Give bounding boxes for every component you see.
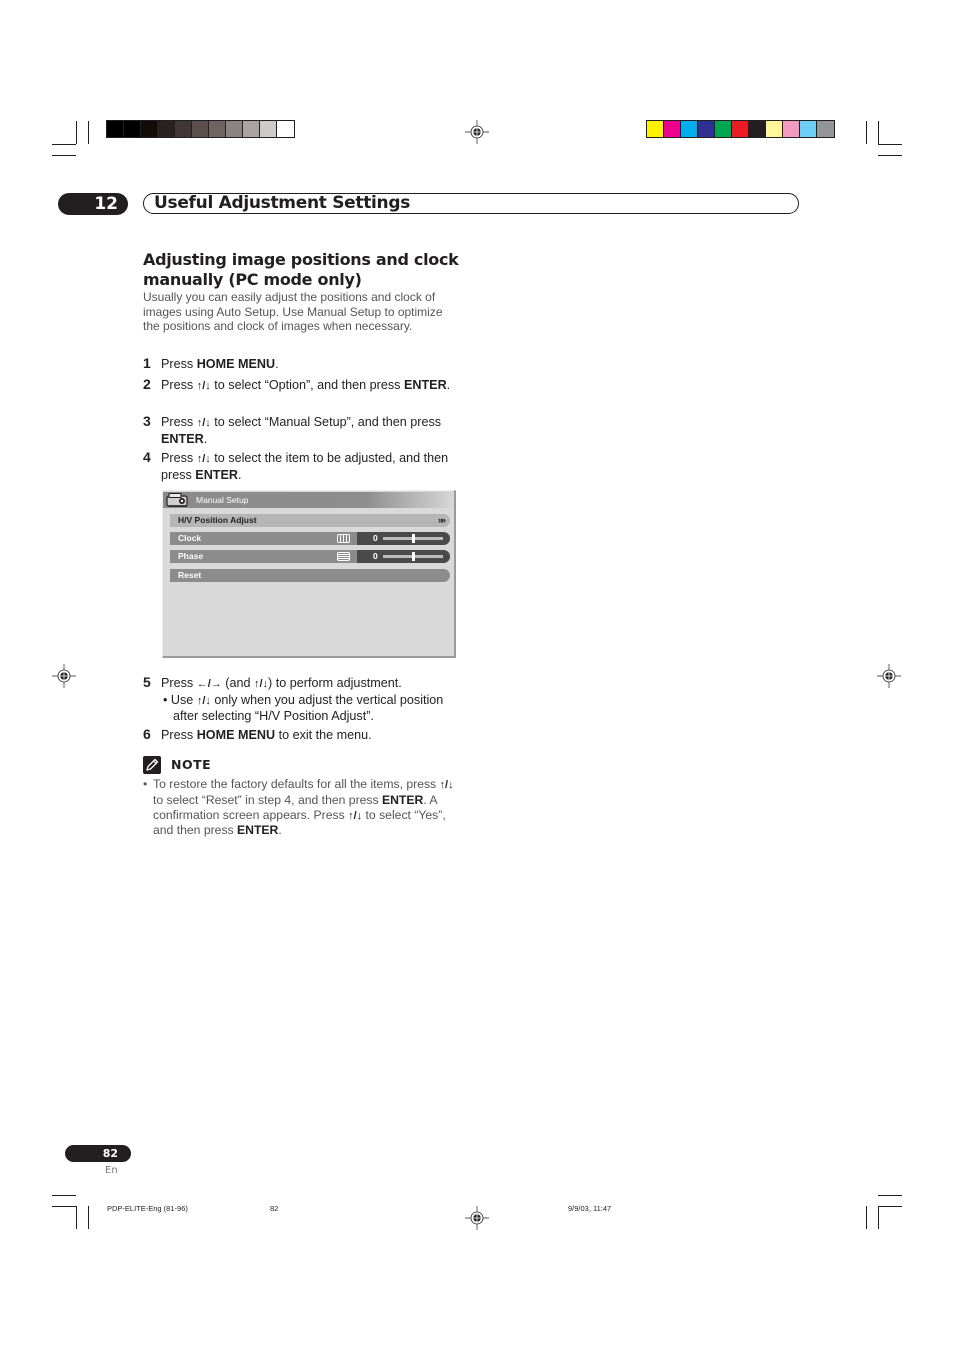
key-label: ENTER: [195, 467, 238, 482]
text-run: . A confirmation screen appears. Press: [153, 792, 437, 822]
key-label: ENTER: [381, 792, 424, 807]
manual-setup-menu-screenshot: [162, 490, 456, 658]
step-5: [143, 676, 461, 725]
step-1: [143, 357, 461, 373]
step-number: 6: [143, 726, 151, 742]
color-swatch: [260, 121, 277, 137]
text-run: To restore the factory defaults for all the items, press: [153, 777, 440, 791]
color-swatch: [817, 121, 834, 137]
crop-mark: [52, 144, 76, 145]
phase-value: 0: [373, 551, 378, 561]
arrow-keys-icon: ↑/↓: [196, 380, 211, 392]
arrow-keys-icon: ↑/↓: [196, 694, 211, 707]
color-swatch: [243, 121, 260, 137]
step-3: [143, 415, 461, 447]
arrow-keys-icon: ↑/↓: [196, 417, 211, 429]
step-2: [143, 378, 461, 395]
step-text: [161, 676, 461, 693]
arrow-keys-icon: ↑/↓: [439, 779, 454, 791]
projector-icon: [165, 492, 191, 509]
text-run: to select the item to be adjusted, and then press: [161, 451, 449, 482]
page-language: En: [105, 1165, 118, 1176]
crop-mark: [52, 1206, 76, 1207]
step-number: 3: [143, 413, 151, 429]
menu-title: Manual Setup: [196, 495, 249, 505]
color-swatch: [732, 121, 749, 137]
submenu-chevron-icon: »»: [437, 515, 444, 525]
color-swatch: [141, 121, 158, 137]
arrow-keys-icon: ↑/↓: [253, 678, 269, 690]
text-run: .: [275, 357, 279, 371]
key-label: ENTER: [161, 431, 204, 446]
arrow-keys-icon: ↑/↓: [196, 453, 211, 465]
chapter-number-badge: 12: [58, 193, 128, 215]
color-swatch: [783, 121, 800, 137]
key-label: HOME MENU: [196, 357, 276, 371]
menu-title-bar: [163, 492, 454, 508]
registration-mark-icon: [52, 664, 76, 688]
color-swatch: [209, 121, 226, 137]
color-swatch: [175, 121, 192, 137]
text-run: to select “Option”, and then press: [210, 378, 404, 392]
crop-mark: [878, 155, 902, 156]
slug-datetime: 9/9/03, 11:47: [568, 1204, 612, 1213]
step-number: 5: [143, 674, 151, 690]
text-run: (and: [221, 676, 254, 690]
slider-thumb[interactable]: [412, 534, 415, 543]
menu-item-label: Reset: [178, 570, 202, 580]
key-label: HOME MENU: [196, 728, 276, 742]
step-text: [161, 357, 461, 373]
color-swatch: [749, 121, 766, 137]
step-6: [143, 728, 461, 744]
color-swatch: [681, 121, 698, 137]
color-swatch: [107, 121, 124, 137]
text-run: to select “Yes”, and then press: [153, 807, 446, 838]
note-body: [143, 777, 459, 838]
menu-item-label: Phase: [178, 551, 204, 561]
color-swatch: [800, 121, 817, 137]
color-swatch: [647, 121, 664, 137]
crop-mark: [878, 144, 902, 145]
color-swatch: [226, 121, 243, 137]
phase-slider[interactable]: [357, 550, 450, 563]
crop-mark: [76, 1206, 77, 1229]
crop-mark: [878, 1206, 902, 1207]
bullet: •: [143, 777, 148, 791]
text-run: to exit the menu.: [275, 728, 372, 742]
note-pencil-icon: [143, 756, 161, 774]
crop-mark: [878, 1195, 902, 1196]
color-swatch: [277, 121, 294, 137]
section-heading: Adjusting image positions and clock manually (PC mode only): [143, 250, 459, 289]
cmyk-color-bar: [646, 120, 835, 138]
crop-mark: [88, 121, 89, 144]
crop-mark: [52, 1195, 76, 1196]
text-run: Press: [161, 378, 197, 392]
clock-bars-icon: [337, 534, 350, 543]
step-sub-bullet: [163, 693, 461, 725]
text-run: Press: [161, 415, 197, 429]
text-run: Press: [161, 676, 197, 690]
color-swatch: [158, 121, 175, 137]
slider-thumb[interactable]: [412, 552, 415, 561]
phase-lines-icon: [337, 552, 350, 561]
page-number-badge: 82: [65, 1145, 131, 1162]
text-run: only when you adjust the vertical position after selecting “H/V Position Adjust”.: [173, 692, 444, 723]
text-run: to select “Manual Setup”, and then press: [210, 415, 442, 429]
text-run: .: [278, 823, 282, 838]
color-swatch: [664, 121, 681, 137]
chapter-title: Useful Adjustment Settings: [154, 193, 411, 213]
menu-item-clock[interactable]: [170, 532, 450, 545]
step-text: [161, 378, 461, 395]
key-label: ENTER: [403, 378, 447, 392]
text-run: .: [203, 431, 208, 446]
crop-mark: [866, 1206, 867, 1229]
text-run: Press: [161, 357, 197, 371]
step-number: 2: [143, 376, 151, 392]
slug-page: 82: [270, 1204, 279, 1213]
step-text: [161, 451, 461, 483]
crop-mark: [76, 121, 77, 144]
menu-item-label: H/V Position Adjust: [178, 515, 257, 525]
key-label: ENTER: [237, 823, 279, 838]
crop-mark: [878, 121, 879, 144]
text-run: ) to perform adjustment.: [268, 676, 402, 690]
crop-mark: [866, 121, 867, 144]
registration-mark-icon: [465, 1206, 489, 1230]
crop-mark: [52, 155, 76, 156]
color-swatch: [124, 121, 141, 137]
crop-mark: [88, 1206, 89, 1229]
text-run: .: [237, 467, 242, 482]
color-swatch: [698, 121, 715, 137]
grayscale-color-bar: [106, 120, 295, 138]
step-4: [143, 451, 461, 483]
text-run: Press: [161, 451, 197, 465]
arrow-keys-icon: ←/→: [196, 678, 222, 690]
menu-item-reset[interactable]: [170, 569, 450, 582]
text-run: to select “Reset” in step 4, and then press: [153, 792, 382, 807]
color-swatch: [192, 121, 209, 137]
text-run: • Use: [163, 692, 197, 707]
registration-mark-icon: [465, 120, 489, 144]
step-text: [161, 728, 461, 744]
note-text: [153, 777, 459, 838]
arrow-keys-icon: ↑/↓: [348, 809, 363, 822]
registration-mark-icon: [877, 664, 901, 688]
clock-slider[interactable]: [357, 532, 450, 545]
text-run: .: [446, 378, 451, 392]
slug-filename: PDP-ELITE-Eng (81-96): [107, 1204, 188, 1213]
step-text: [161, 415, 461, 447]
step-number: 1: [143, 355, 151, 371]
step-number: 4: [143, 449, 151, 465]
menu-item-phase[interactable]: [170, 550, 450, 563]
clock-value: 0: [373, 533, 378, 543]
menu-item-label: Clock: [178, 533, 202, 543]
color-swatch: [715, 121, 732, 137]
note-label: NOTE: [171, 757, 212, 772]
text-run: Press: [161, 728, 197, 742]
menu-item-hv-position-adjust[interactable]: [170, 514, 450, 527]
color-swatch: [766, 121, 783, 137]
section-intro: Usually you can easily adjust the positions and clock of images using Auto Setup. Use Manual Setup to optimize the positions and clock of images when necessary.: [143, 290, 443, 334]
crop-mark: [878, 1206, 879, 1229]
